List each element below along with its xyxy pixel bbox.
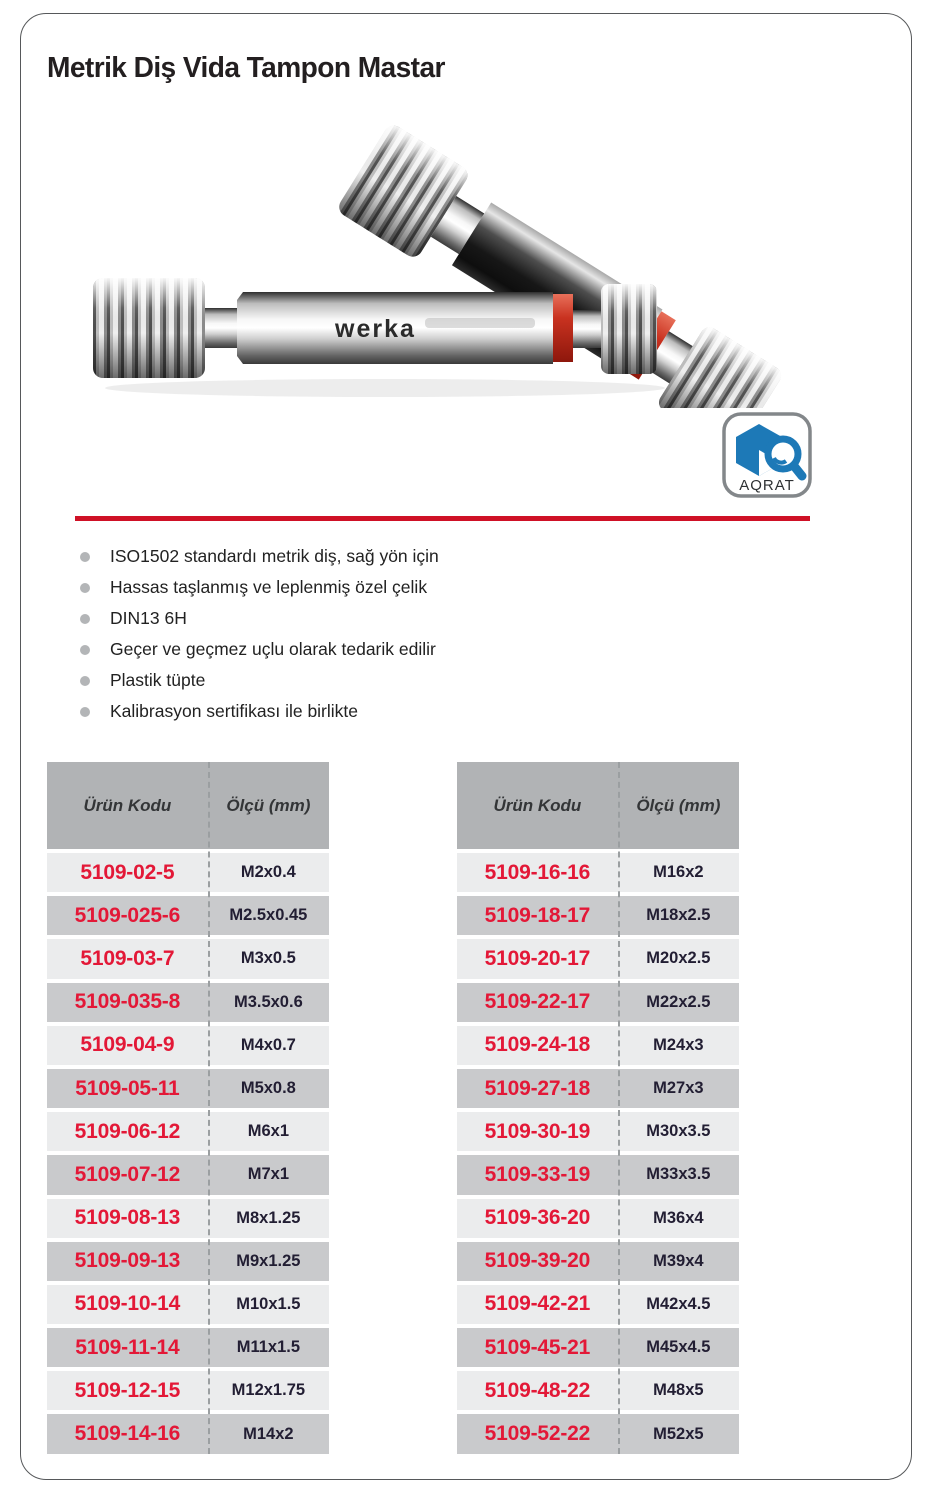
- product-code: 5109-07-12: [74, 1162, 181, 1186]
- product-size: M27x3: [653, 1079, 704, 1098]
- brand-label: werka: [335, 315, 416, 343]
- product-code: 5109-16-16: [484, 860, 591, 884]
- product-code: 5109-04-9: [80, 1033, 175, 1057]
- product-code: 5109-12-15: [74, 1378, 181, 1402]
- table-rows: [457, 853, 739, 1454]
- product-code: 5109-11-14: [75, 1335, 180, 1359]
- feature-item: [80, 665, 439, 696]
- product-size: M2x0.4: [240, 863, 296, 882]
- bullet-icon: [80, 614, 90, 624]
- product-size: M10x1.5: [236, 1294, 301, 1313]
- table-row: [47, 1242, 329, 1281]
- gauge-diagonal: [335, 122, 786, 408]
- product-size: M3x0.5: [240, 949, 296, 968]
- table-row: [47, 1026, 329, 1065]
- table-row: [457, 1285, 739, 1324]
- feature-text: ISO1502 standardı metrik diş, sağ yön için: [110, 546, 439, 566]
- product-code: 5109-10-14: [74, 1292, 181, 1316]
- feature-text: Kalibrasyon sertifikası ile birlikte: [110, 701, 359, 721]
- table-row: [47, 1069, 329, 1108]
- feature-item: [80, 634, 439, 665]
- product-code: 5109-42-21: [484, 1292, 591, 1316]
- product-size: M5x0.8: [240, 1079, 296, 1098]
- table-row: [47, 1155, 329, 1194]
- column-header-size: Ölçü (mm): [226, 795, 311, 815]
- product-size: M14x2: [243, 1424, 294, 1443]
- table-row: [47, 1285, 329, 1324]
- product-code: 5109-27-18: [484, 1076, 591, 1100]
- bullet-icon: [80, 707, 90, 717]
- product-size: M45x4.5: [646, 1338, 711, 1357]
- product-code: 5109-025-6: [74, 903, 181, 927]
- product-code: 5109-02-5: [80, 860, 175, 884]
- feature-text: Plastik tüpte: [110, 670, 206, 690]
- product-size: M11x1.5: [236, 1338, 301, 1357]
- feature-item: [80, 603, 439, 634]
- product-size: M22x2.5: [646, 992, 711, 1011]
- table-row: [47, 896, 329, 935]
- product-size: M42x4.5: [646, 1294, 711, 1313]
- product-code: 5109-48-22: [484, 1378, 591, 1402]
- product-code: 5109-45-21: [484, 1335, 591, 1359]
- product-code: 5109-52-22: [484, 1422, 591, 1446]
- table-row: [457, 983, 739, 1022]
- table-row: [457, 1328, 739, 1367]
- product-size: M6x1: [247, 1122, 289, 1141]
- page-title: Metrik Diş Vida Tampon Mastar: [47, 52, 445, 85]
- column-header-size: Ölçü (mm): [636, 795, 721, 815]
- table-row: [457, 1069, 739, 1108]
- product-code: 5109-30-19: [484, 1119, 591, 1143]
- table-row: [457, 1155, 739, 1194]
- red-divider: [75, 516, 810, 521]
- product-size: M36x4: [653, 1208, 704, 1227]
- table-row: [47, 1199, 329, 1238]
- table-row: [47, 983, 329, 1022]
- product-code: 5109-18-17: [484, 903, 591, 927]
- product-size: M9x1.25: [236, 1251, 301, 1270]
- product-code: 5109-08-13: [74, 1206, 181, 1230]
- aqrat-badge: [722, 412, 812, 498]
- product-size: M39x4: [653, 1251, 704, 1270]
- table-row: [47, 939, 329, 978]
- product-code: 5109-035-8: [74, 990, 181, 1014]
- table-row: [457, 1242, 739, 1281]
- product-code: 5109-06-12: [74, 1119, 181, 1143]
- product-code: 5109-36-20: [484, 1206, 591, 1230]
- badge-label: AQRAT: [739, 477, 795, 494]
- feature-text: DIN13 6H: [110, 608, 187, 628]
- product-photo: [85, 96, 825, 408]
- table-row: [457, 939, 739, 978]
- product-size: M18x2.5: [646, 906, 711, 925]
- table-row: [457, 1199, 739, 1238]
- feature-item: [80, 541, 439, 572]
- product-code: 5109-39-20: [484, 1249, 591, 1273]
- product-size: M48x5: [653, 1381, 704, 1400]
- product-size: M2.5x0.45: [229, 906, 308, 925]
- product-size: M20x2.5: [646, 949, 711, 968]
- bullet-icon: [80, 676, 90, 686]
- product-size: M33x3.5: [646, 1165, 711, 1184]
- bullet-icon: [80, 552, 90, 562]
- product-code: 5109-33-19: [484, 1162, 591, 1186]
- table-row: [457, 1026, 739, 1065]
- table-row: [457, 1371, 739, 1410]
- product-code: 5109-22-17: [484, 990, 591, 1014]
- product-size: M7x1: [247, 1165, 289, 1184]
- table-row: [457, 1112, 739, 1151]
- product-size: M16x2: [653, 863, 704, 882]
- product-table-right: [457, 762, 739, 1458]
- product-size: M52x5: [653, 1424, 704, 1443]
- product-code: 5109-05-11: [75, 1076, 180, 1100]
- product-code: 5109-24-18: [484, 1033, 591, 1057]
- table-row: [47, 1112, 329, 1151]
- product-code: 5109-09-13: [74, 1249, 181, 1273]
- product-size: M3.5x0.6: [233, 992, 303, 1011]
- feature-item: [80, 696, 439, 727]
- bullet-icon: [80, 583, 90, 593]
- column-divider: [618, 762, 620, 1454]
- table-row: [457, 1414, 739, 1453]
- column-divider: [208, 762, 210, 1454]
- table-row: [47, 1414, 329, 1453]
- bullet-icon: [80, 645, 90, 655]
- column-header-code: Ürün Kodu: [83, 795, 172, 815]
- table-header: [457, 762, 739, 849]
- product-code: 5109-03-7: [80, 946, 175, 970]
- feature-text: Hassas taşlanmış ve leplenmiş özel çelik: [110, 577, 428, 597]
- feature-text: Geçer ve geçmez uçlu olarak tedarik edilir: [110, 639, 436, 659]
- product-size: M12x1.75: [231, 1381, 306, 1400]
- product-size: M30x3.5: [646, 1122, 711, 1141]
- table-row: [47, 1328, 329, 1367]
- table-rows: [47, 853, 329, 1454]
- table-header: [47, 762, 329, 849]
- table-row: [47, 853, 329, 892]
- product-size: M8x1.25: [236, 1208, 301, 1227]
- product-table-left: [47, 762, 329, 1458]
- feature-list: [80, 541, 439, 727]
- feature-item: [80, 572, 439, 603]
- table-row: [457, 896, 739, 935]
- table-row: [457, 853, 739, 892]
- column-header-code: Ürün Kodu: [493, 795, 582, 815]
- product-size: M4x0.7: [240, 1035, 296, 1054]
- table-row: [47, 1371, 329, 1410]
- product-size: M24x3: [653, 1035, 704, 1054]
- product-code: 5109-20-17: [484, 946, 591, 970]
- product-code: 5109-14-16: [74, 1422, 181, 1446]
